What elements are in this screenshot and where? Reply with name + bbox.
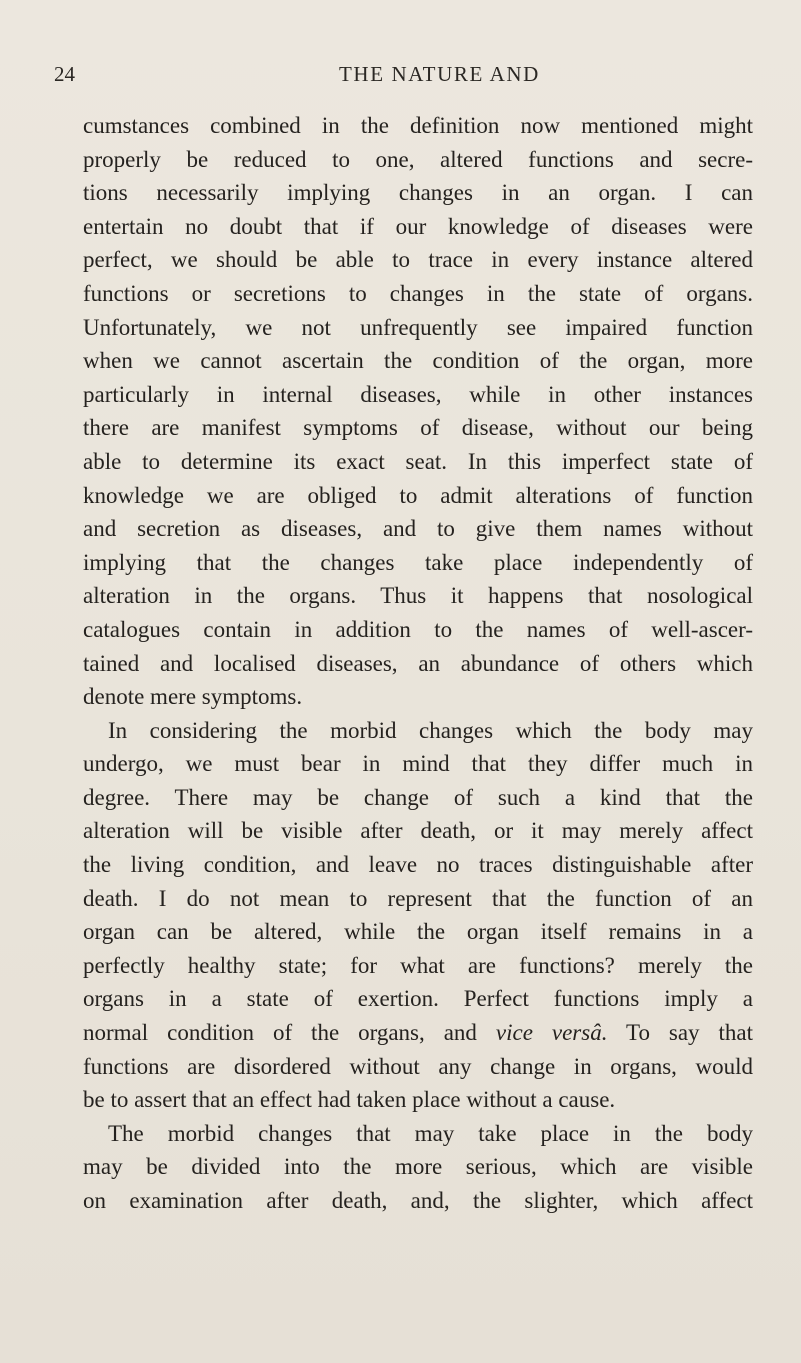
page-header bbox=[54, 62, 754, 92]
running-head: THE NATURE AND bbox=[339, 62, 540, 86]
text-line: alteration will be visible after death, or it may merely affect bbox=[83, 818, 753, 844]
text-line: on examination after death, and, the slighter, which affect bbox=[83, 1188, 753, 1213]
text-line: functions or secretions to changes in the state of organs. bbox=[83, 280, 753, 306]
text-line: Unfortunately, we not unfrequently see impaired function bbox=[83, 314, 753, 340]
text-line: undergo, we must bear in mind that they differ much in bbox=[83, 751, 753, 777]
text-line: denote mere symptoms. bbox=[83, 684, 303, 710]
text-segment: To say that bbox=[626, 1020, 754, 1046]
text-line: tions necessarily implying changes in an organ. I can bbox=[83, 180, 753, 206]
text-line: catalogues contain in addition to the names of well-ascer- bbox=[83, 616, 753, 642]
text-line: implying that the changes take place independently of bbox=[83, 549, 753, 575]
text-line: degree. There may be change of such a kind that the bbox=[83, 784, 753, 810]
italic-phrase: vice versâ. bbox=[495, 1020, 608, 1046]
text-line: there are manifest symptoms of disease, without our being bbox=[83, 415, 753, 441]
text-line: perfect, we should be able to trace in every instance altered bbox=[83, 247, 753, 273]
text-line: death. I do not mean to represent that the function of an bbox=[83, 885, 753, 911]
text-line: organs in a state of exertion. Perfect functions imply a bbox=[83, 986, 753, 1012]
text-line: be to assert that an effect had taken place without a cause. bbox=[83, 1087, 616, 1113]
body-text bbox=[83, 109, 753, 1218]
text-line: cumstances combined in the definition now mentioned might bbox=[83, 113, 753, 138]
text-line: knowledge we are obliged to admit alterations of function bbox=[83, 482, 753, 508]
text-segment: normal condition of the organs, and bbox=[83, 1020, 477, 1046]
text-line: particularly in internal diseases, while in other instances bbox=[83, 381, 753, 407]
text-line: and secretion as diseases, and to give them names without bbox=[83, 516, 753, 542]
text-line: functions are disordered without any change in organs, would bbox=[83, 1053, 753, 1079]
text-line: properly be reduced to one, altered functions and secre- bbox=[83, 146, 753, 172]
text-line: able to determine its exact seat. In this imperfect state of bbox=[83, 448, 753, 474]
text-line: organ can be altered, while the organ itself remains in a bbox=[83, 919, 753, 945]
text-line: when we cannot ascertain the condition of the organ, more bbox=[83, 348, 753, 374]
text-line: entertain no doubt that if our knowledge of diseases were bbox=[83, 213, 753, 239]
text-line: perfectly healthy state; for what are functions? merely the bbox=[83, 952, 753, 978]
text-line bbox=[83, 1016, 753, 1050]
paragraph-start-line: In considering the morbid changes which the body may bbox=[108, 717, 753, 743]
text-line: the living condition, and leave no traces distinguishable after bbox=[83, 852, 753, 878]
text-line: may be divided into the more serious, which are visible bbox=[83, 1154, 753, 1180]
paragraph-start-line: The morbid changes that may take place in the body bbox=[108, 1120, 753, 1146]
text-line: alteration in the organs. Thus it happens that nosological bbox=[83, 583, 753, 609]
page-number: 24 bbox=[54, 62, 75, 86]
text-line: tained and localised diseases, an abundance of others which bbox=[83, 650, 753, 676]
